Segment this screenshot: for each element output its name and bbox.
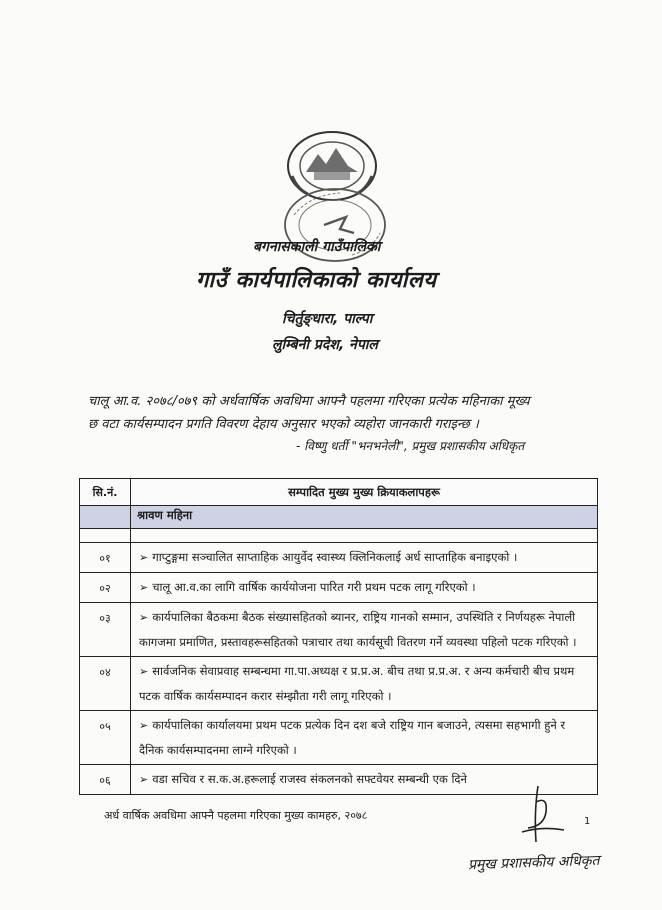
row-number: ०४ [80,657,131,711]
table-row [80,657,598,711]
page-number: 1 [584,816,591,827]
row-number: ०१ [80,543,131,573]
activity-text: वडा सचिव र स.क.अ.हरूलाई राजस्व संकलनको सफ्टवेयर सम्बन्धी एक दिने [152,772,467,786]
table-row [80,573,598,603]
intro-line-1: चालू आ.व. २०७८/०७९ को अर्धवार्षिक अवधिमा आफ्नै पहलमा गरिएका प्रत्येक महिनाका मूख्य [88,394,530,409]
month-row-blank [80,506,131,529]
column-header-sn: सि.नं. [80,479,131,506]
arrow-bullet-icon: ➢ [139,773,149,786]
activity-text: चालू आ.व.का लागि वार्षिक कार्ययोजना पारित गरी प्रथम पटक लागू गरिएको । [152,580,476,594]
province-name: लुम्बिनी प्रदेश, नेपाल [272,337,378,353]
arrow-bullet-icon: ➢ [139,551,149,564]
activity-text: सार्वजनिक सेवाप्रवाह सम्बन्धमा गा.पा.अध्यक्ष र प्र.प्र.अ. बीच तथा प्र.प्र.अ. र अन्य कर्मचारी बीच प्रथम पटक वार्षिक कार्यसम्पादन करार संम्झौता गरी लागू गरिएको । [139,664,575,703]
arrow-bullet-icon: ➢ [139,611,149,624]
column-header-activity: सम्पादित मुख्य मुख्य क्रियाकलापहरू [131,479,598,506]
month-label: श्रावण महिना [131,506,598,529]
activity-cell [131,603,598,657]
table-row [80,711,598,765]
intro-paragraph [88,390,598,436]
activity-text: कार्यपालिका बैठकमा बैठक संख्यासहितको ब्यानर, राष्ट्रिय गानको सम्मान, उपस्थिति र निर्णयहरू नेपाली कागजमा प्रमाणित, प्रस्तावहरूसहितको पत्राचार तथा कार्यसूची वितरण गर्ने व्यवस्था पहिलो पटक गरिएको । [139,610,577,649]
table-header-row [80,479,598,506]
signatory-line: - विष्णु धर्ती "भनभनेली", प्रमुख प्रशासकीय अधिकृत [296,439,525,453]
activity-cell [131,711,598,765]
arrow-bullet-icon: ➢ [139,581,149,594]
activity-cell [131,543,598,573]
intro-line-2: छ वटा कार्यसम्पादन प्रगति विवरण देहाय अनुसार भएको व्यहोरा जानकारी गराइन्छ । [88,417,479,432]
arrow-bullet-icon: ➢ [139,665,149,678]
row-number: ०२ [80,573,131,603]
row-number: ०३ [80,603,131,657]
municipality-name: बगनासकाली गाउँपालिका [253,239,381,255]
table-row [80,543,598,573]
row-number: ०५ [80,711,131,765]
handwritten-designation: प्रमुख प्रशासकीय अधिकृत [467,852,600,874]
activities-table [79,478,598,795]
office-title: गाउँ कार्यपालिकाको कार्यालय [196,268,437,293]
row-number: ०६ [80,765,131,795]
activity-cell [131,573,598,603]
activity-text: कार्यपालिका कार्यालयमा प्रथम पटक प्रत्येक दिन दश बजे राष्ट्रिय गान बजाउने, त्यसमा सहभागी हुने र दैनिक कार्यसम्पादनमा लाग्ने गरिएको । [139,718,566,757]
office-location: चिर्तुङ्धारा, पाल्पा [282,311,373,327]
table-row [80,603,598,657]
activity-cell [131,657,598,711]
signature-icon [508,782,578,852]
month-row [80,506,598,529]
arrow-bullet-icon: ➢ [139,719,149,732]
footer-note: अर्ध वार्षिक अवधिमा आफ्नै पहलमा गरिएका मुख्य कामहरु, २०७८ [104,809,368,822]
activity-text: गाप्टुङ्गमा सञ्चालित साप्ताहिक आयुर्वेद स्वास्थ्य क्लिनिकलाई अर्ध साप्ताहिक बनाइएको । [152,550,518,564]
